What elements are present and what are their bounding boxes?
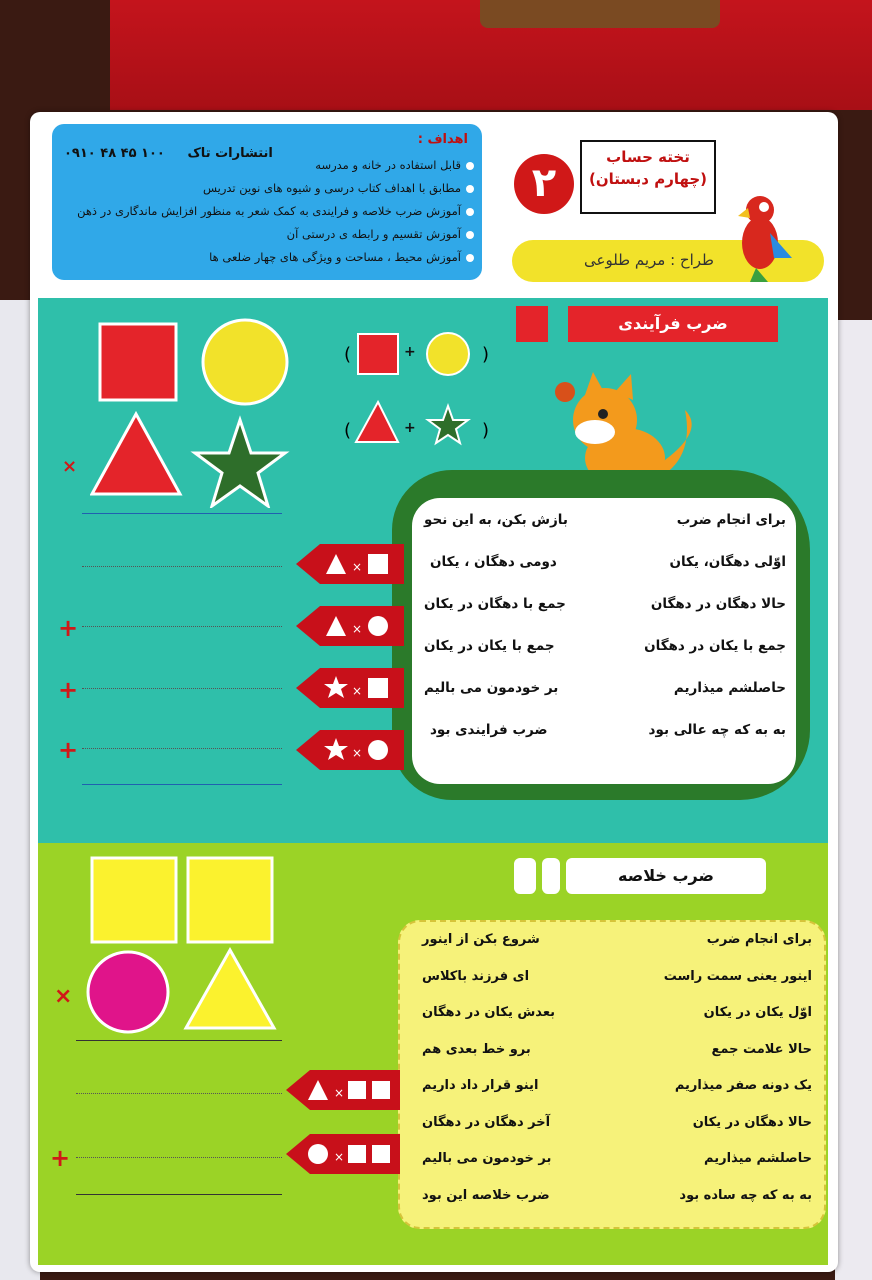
poem-left: بر خودمون می بالیم [422, 1151, 552, 1166]
poem-right: برای انجام ضرب [706, 932, 812, 947]
green-star [195, 420, 285, 506]
poem-row [420, 596, 786, 638]
arrow-triangle-two-squares [286, 1070, 400, 1110]
goals-box [52, 124, 482, 280]
poem-left: دومی دهگان ، یکان [430, 554, 557, 570]
poem-left: بر خودمون می بالیم [424, 680, 559, 696]
answer-line [76, 1040, 282, 1041]
poem-row [420, 722, 786, 764]
plus-sign: + [50, 1144, 71, 1172]
section2-poem [412, 932, 812, 1224]
arrow-triangle-circle [296, 606, 404, 646]
fox-head [573, 388, 637, 452]
goal-item: مطابق با اهداف کتاب درسی و شیوه های نوین تدریس [77, 177, 474, 200]
plus-sign: + [58, 614, 79, 642]
section1-title-block [516, 306, 548, 342]
goal-item: آموزش محیط ، مساحت و ویژگی های چهار ضلعی ها [77, 246, 474, 269]
parrot-eye [759, 202, 769, 212]
small-red-triangle [356, 402, 398, 442]
small-yellow-circle [427, 333, 469, 375]
svg-text:×: × [334, 1150, 345, 1164]
answer-line [82, 626, 282, 627]
poem-right: اوّل یکان در یکان [703, 1005, 812, 1020]
svg-text:×: × [352, 684, 363, 698]
poem-left: ای فرزند باکلاس [422, 968, 530, 984]
poem-row [412, 1005, 812, 1042]
answer-line [82, 748, 282, 749]
poem-row [412, 1188, 812, 1225]
poem-row [420, 680, 786, 722]
small-red-square [358, 334, 398, 374]
poem-right: حاصلشم میذاریم [704, 1151, 812, 1166]
paren: ) [482, 344, 490, 365]
poem-right: برای انجام ضرب [676, 512, 786, 528]
poem-left: جمع با یکان در یکان [424, 638, 555, 654]
paren: ) [482, 420, 490, 441]
poem-left: ضرب فرایندی بود [430, 722, 548, 738]
svg-text:×: × [334, 1086, 345, 1100]
poem-left: ضرب خلاصه این بود [422, 1187, 550, 1203]
yellow-triangle [186, 950, 274, 1028]
poem-right: حالا دهگان در یکان [692, 1114, 812, 1130]
goal-item: قابل استفاده در خانه و مدرسه [77, 154, 474, 177]
poem-left: برو خط بعدی هم [422, 1041, 531, 1057]
paren: ( [344, 420, 352, 441]
title-line2: (چهارم دبستان) [588, 170, 708, 188]
section1-title: ضرب فرآیندی [568, 306, 778, 342]
paren: ( [344, 344, 352, 365]
formula-plus-1: + [404, 344, 416, 360]
magenta-circle [88, 952, 168, 1032]
parrot-illustration [720, 188, 800, 283]
parrot-beak [738, 208, 750, 218]
poem-right: حاصلشم میذاریم [673, 680, 786, 696]
poem-left: شروع بکن از اینور [422, 932, 540, 947]
poem-right: به به که چه عالی بود [648, 722, 786, 738]
poem-right: جمع با یکان در دهگان [644, 638, 786, 654]
section2-shapes [86, 854, 286, 1034]
poem-left: جمع با دهگان در یکان [424, 596, 566, 612]
badge-number: ۲ [514, 154, 574, 214]
arrow-star-square [296, 668, 404, 708]
red-square [100, 324, 176, 400]
answer-line [82, 566, 282, 567]
goal-item: آموزش تقسیم و رابطه ی درستی آن [77, 223, 474, 246]
title-box [580, 140, 716, 214]
section2-title: ضرب خلاصه [566, 858, 766, 894]
poem-left: آخر دهگان در دهگان [422, 1114, 551, 1130]
arrow-circle-two-squares [286, 1134, 400, 1174]
svg-text:×: × [352, 622, 363, 636]
poem-right: یک دونه صفر میذاریم [674, 1078, 812, 1093]
publisher: انتشارات تاک [187, 146, 273, 161]
background-box-top [110, 0, 872, 110]
poem-right: اینور یعنی سمت راست [663, 968, 812, 984]
goal-item: آموزش ضرب خلاصه و فرایندی به کمک شعر به منظور افزایش ماندگاری در ذهن [77, 200, 474, 223]
poem-right: به به که چه ساده بود [679, 1187, 812, 1203]
arrow-triangle-square [296, 544, 404, 584]
section2-title-block [542, 858, 560, 894]
answer-line [82, 784, 282, 785]
poem-row [420, 638, 786, 680]
poem-row [412, 1078, 812, 1115]
answer-line [76, 1093, 282, 1094]
yellow-square [92, 858, 176, 942]
poem-row [420, 512, 786, 554]
phone: ۰۹۱۰ ۴۸ ۴۵ ۱۰۰ [64, 146, 165, 161]
poem-right: اوّلی دهگان، یکان [669, 554, 786, 570]
poem-left: اینو قرار داد داریم [422, 1078, 539, 1093]
bird-on-fox [555, 382, 575, 402]
section1-shapes [90, 318, 300, 508]
poem-left: بعدش یکان در دهگان [422, 1005, 556, 1020]
arrow-star-circle [296, 730, 404, 770]
small-green-star [428, 406, 468, 443]
plus-sign: + [58, 676, 79, 704]
parrot-tail [750, 268, 768, 282]
section2-title-block [514, 858, 536, 894]
poem-row [412, 1042, 812, 1079]
red-triangle [92, 414, 180, 494]
section1-formula [342, 328, 492, 448]
poem-row [420, 554, 786, 596]
goals-list [77, 154, 474, 269]
answer-line [76, 1194, 282, 1195]
fox-ear [585, 372, 605, 395]
plus-sign: + [58, 736, 79, 764]
answer-line [76, 1157, 282, 1158]
background-right-book [835, 320, 872, 1280]
svg-text:×: × [352, 560, 363, 574]
section1-arrows [296, 544, 406, 774]
background-wood-sign [480, 0, 720, 28]
yellow-square [188, 858, 272, 942]
designer-text: طراح : مریم طلوعی [584, 251, 714, 269]
section2-arrows [286, 1070, 402, 1180]
poem-row [412, 969, 812, 1006]
poem-right: حالا دهگان در دهگان [650, 596, 786, 612]
section1-poem [420, 512, 786, 764]
section1-times-sign: × [62, 456, 78, 477]
answer-line [82, 688, 282, 689]
poem-row [412, 932, 812, 969]
goals-title: اهداف : [417, 132, 468, 147]
answer-line [82, 513, 282, 514]
formula-plus-2: + [404, 420, 416, 436]
fox-eye [598, 409, 608, 419]
poem-left: بازش بکن، به این نحو [424, 512, 568, 528]
fox-muzzle [575, 420, 615, 444]
poem-row [412, 1115, 812, 1152]
poem-row [412, 1151, 812, 1188]
poem-right: حالا علامت جمع [711, 1041, 812, 1057]
title-line1: تخته حساب [606, 148, 690, 166]
svg-text:×: × [352, 746, 363, 760]
yellow-circle [203, 320, 287, 404]
section2-times-sign: × [54, 984, 73, 1009]
